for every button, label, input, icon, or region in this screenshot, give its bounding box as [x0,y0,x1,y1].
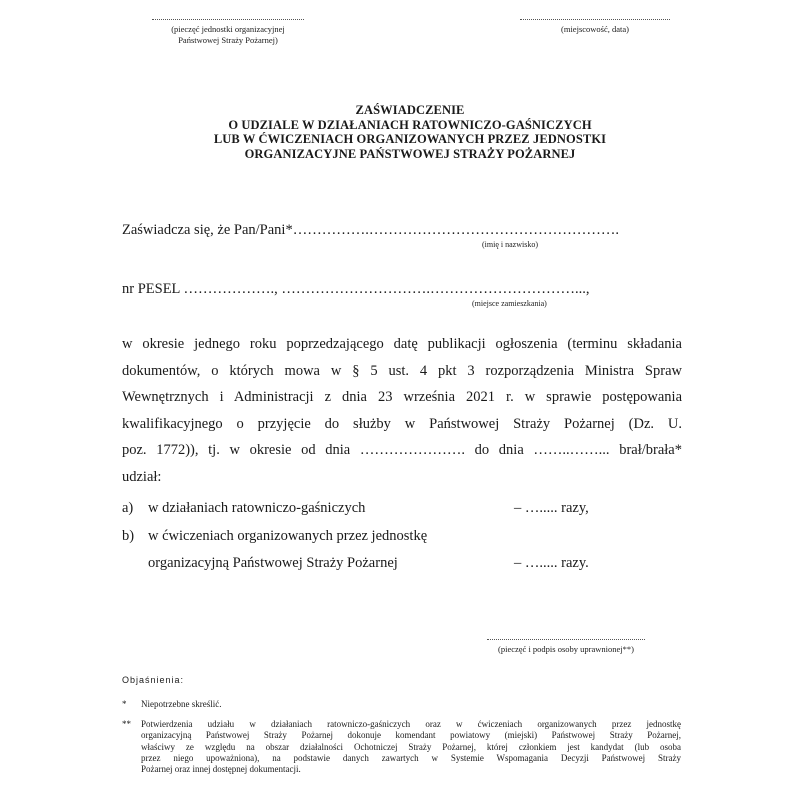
item-a-count: – …..... razy, [514,500,589,516]
certify-line: Zaświadcza się, że Pan/Pani*…………….……………………………………………. [122,222,619,238]
paragraph-line5: poz. 1772)), tj. w okresie od dnia …………………. do dnia ……..……... brał/brała* [122,442,682,459]
signature-placeholder [487,639,645,654]
signature-dotted-line [487,639,645,640]
place-date-caption: (miejscowość, data) [561,24,629,34]
unit-stamp-placeholder [152,19,304,46]
footnote2-line5: Pożarnej oraz innej dostępnej dokumentacji. [141,764,301,775]
footnote2-line3: właściwy ze względu na obszar działalności Ochotniczej Straży Pożarnej, której członkiem jest kandydat (lub osoba [141,741,681,752]
footnote2-mark: ** [122,719,131,729]
unit-stamp-dotted-line [152,19,304,20]
place-date-placeholder [520,19,670,35]
footnote2-line1: Potwierdzenia udziału w działaniach ratowniczo-gaśniczych oraz w ćwiczeniach organizowanych przez jednostkę [141,719,681,729]
pesel-line: nr PESEL ………………., ………………………….…………………………..., [122,281,590,297]
explanations-title: Objaśnienia: [122,675,185,685]
document-title [150,103,670,161]
paragraph-line4: kwalifikacyjnego o przyjęcie do służby w Państwowej Straży Pożarnej (Dz. U. [122,415,682,432]
footnote1-mark: * [122,699,127,709]
footnote2-text [141,719,681,775]
footnote1-text: Niepotrzebne skreślić. [141,699,222,709]
place-date-dotted-line [520,19,670,20]
footnote2-line4: przez niego upoważniona), na podstawie danych zawartych w Systemie Wspomagania Decyzji Państwowej Straży [141,752,681,763]
footnote2-line2: organizacyjną Państwowej Straży Pożarnej dokonuje komendant powiatowy (miejski) Państwowej Straży Pożarnej, [141,730,681,741]
unit-stamp-caption-line2: Państwowej Straży Pożarnej) [178,35,278,45]
item-b-text-line1: w ćwiczeniach organizowanych przez jednostkę [148,528,428,544]
paragraph-line2: dokumentów, o których mowa w § 5 ust. 4 pkt 3 rozporządzenia Ministra Spraw [122,362,682,379]
title-line4: ORGANIZACYJNE PAŃSTWOWEJ STRAŻY POŻARNEJ [244,146,576,161]
unit-stamp-caption-line1: (pieczęć jednostki organizacyjnej [171,24,285,34]
item-b-letter: b) [122,528,135,544]
item-a-text: w działaniach ratowniczo-gaśniczych [148,500,366,516]
item-b-text-line2: organizacyjną Państwowej Straży Pożarnej [148,555,398,571]
address-caption: (miejsce zamieszkania) [472,299,547,308]
title-line3: LUB W ĆWICZENIACH ORGANIZOWANYCH PRZEZ JEDNOSTKI [213,132,607,146]
item-a-letter: a) [122,500,134,516]
item-b-count: – …..... razy. [514,555,589,571]
title-line2: O UDZIALE W DZIAŁANIACH RATOWNICZO-GAŚNICZYCH [228,117,592,132]
paragraph-line1: w okresie jednego roku poprzedzającego datę publikacji ogłoszenia (terminu składania [122,336,682,352]
title-line1: ZAŚWIADCZENIE [355,103,465,117]
paragraph-line6: udział: [122,468,162,485]
signature-caption: (pieczęć i podpis osoby uprawnionej**) [498,644,634,654]
paragraph-line3: Wewnętrznych i Administracji z dnia 23 września 2021 r. w sprawie postępowania [122,389,682,406]
main-paragraph [122,331,682,491]
name-caption: (imię i nazwisko) [482,240,538,249]
